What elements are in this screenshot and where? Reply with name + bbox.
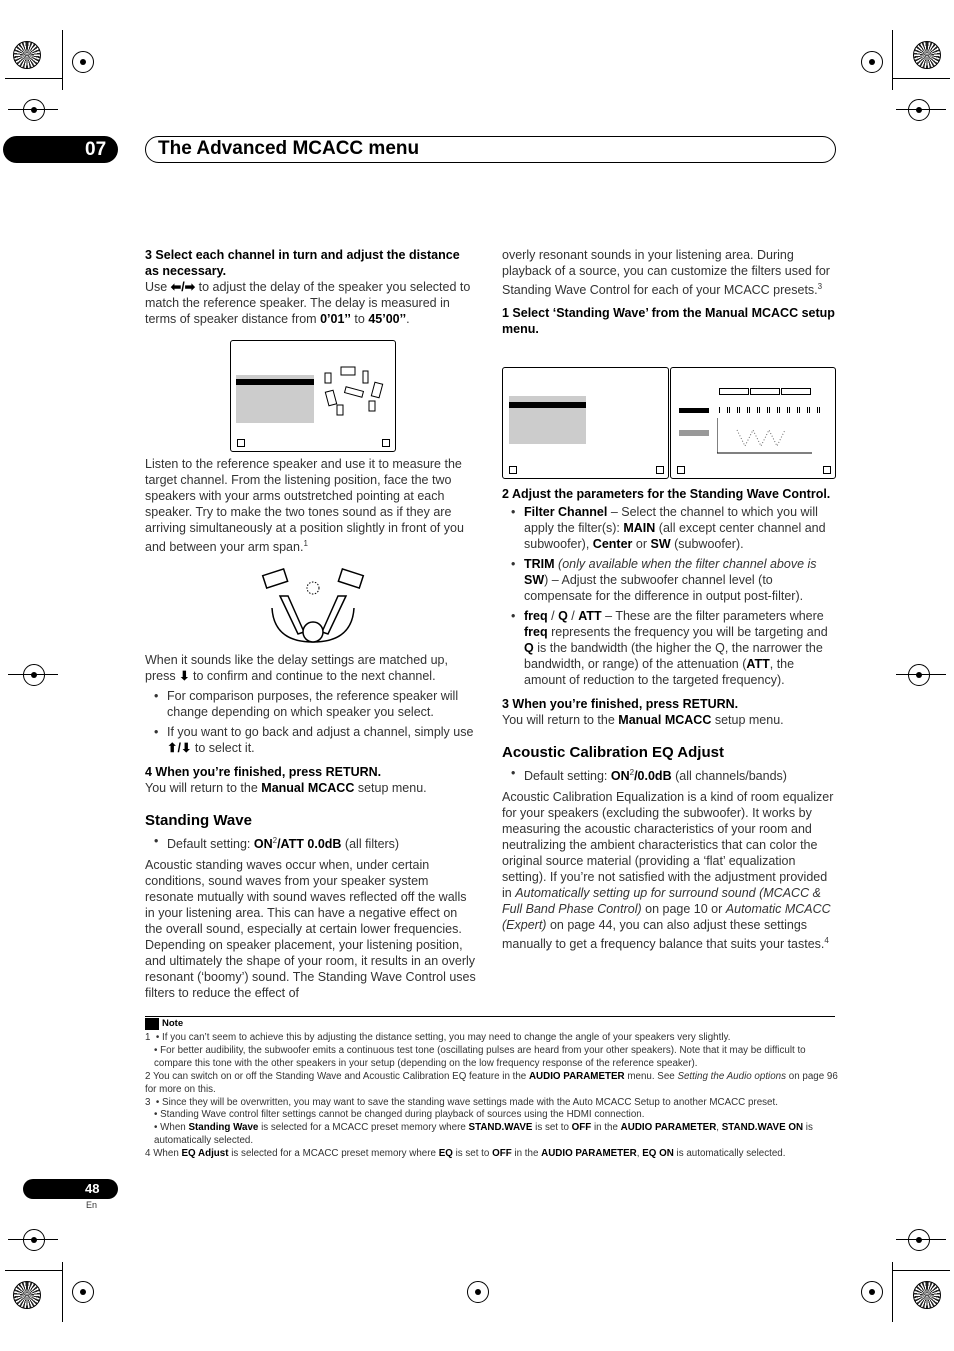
return-button-icon [677, 466, 685, 474]
enter-button-icon [823, 466, 831, 474]
chapter-title-bar [145, 136, 836, 163]
listener-arms-diagram [258, 566, 368, 648]
crosshair-target [23, 664, 45, 686]
crop-mark [5, 78, 63, 79]
crop-mark [8, 1239, 58, 1240]
language-label: En [86, 1200, 98, 1210]
bullet-item: • For comparison purposes, the reference speaker will change depending on which speaker you select. [145, 688, 477, 720]
crosshair-target [23, 99, 45, 121]
paragraph: Use ⬅/➡ to adjust the delay of the speaker you selected to match the reference speaker. The delay is measured in terms of speaker distance from 0’01’’ to 45’00’’. [145, 280, 471, 326]
paragraph: Listen to the reference speaker and use it to measure the target channel. From the listening position, face the two speakers with your arms outstretched pointing at each speaker. Try to make the two tones sound as if they are arriving simultaneously at a position slightly in front of you and between your arm span.$^1$ [145, 457, 464, 555]
eq-graph [717, 418, 812, 454]
param-box [781, 388, 811, 395]
step-heading: 3 When you’re finished, press RETURN. [502, 697, 739, 711]
osd-screen-standing-wave [670, 367, 836, 479]
crop-mark [896, 109, 946, 110]
note-item: • For better audibility, the subwoofer emits a continuous test tone (oscillating pulses are heard from your other speakers). Note that it may be difficult to compare this tone with the other speakers in your setup (depending on the low frequency response of the reference speaker). [154, 1044, 806, 1069]
screen-selected-row [236, 379, 314, 385]
screen-selected-row [679, 408, 709, 413]
bullet-item: • If you want to go back and adjust a channel, simply use ⬆/⬇ to select it. [145, 724, 477, 756]
paragraph: When it sounds like the delay settings are matched up, press ⬇ to confirm and continue to the next channel. [145, 653, 448, 683]
crop-mark [892, 1270, 950, 1271]
bullet-item: • Default setting: $ON^2/0.0dB$ (all channels/bands) [502, 765, 836, 784]
note-item: 4 When EQ Adjust is selected for a MCACC preset memory where EQ is set to OFF in the AUDIO PARAMETER, EQ ON is automatically selected. [145, 1148, 786, 1160]
note-icon [145, 1018, 159, 1030]
note-item: 1 • If you can’t seem to achieve this by adjusting the distance setting, you may need to change the angle of your speakers very slightly. [145, 1032, 731, 1043]
notes-divider [145, 1016, 835, 1017]
crosshair-target [467, 1281, 489, 1303]
step-heading: 1 Select ‘Standing Wave’ from the Manual MCACC setup menu. [502, 306, 835, 337]
crop-mark [892, 30, 893, 90]
crop-mark [5, 1270, 63, 1271]
crosshair-target [908, 1229, 930, 1251]
left-right-arrow-icon: ⬅/➡ [170, 280, 196, 294]
page-number-tab [23, 1179, 118, 1199]
crosshair-target [861, 51, 883, 73]
step-heading: 2 Adjust the parameters for the Standing Wave Control. [502, 487, 831, 501]
return-button-icon [509, 466, 517, 474]
crosshair-target [908, 664, 930, 686]
paragraph: You will return to the Manual MCACC setup menu. [145, 781, 427, 795]
crosshair-target [908, 99, 930, 121]
note-item: • When Standing Wave is selected for a MCACC preset memory where STAND.WAVE is set to OFF in the AUDIO PARAMETER, STAND.WAVE ON is automatically selected. [154, 1122, 813, 1147]
band-boxes [719, 407, 827, 413]
chapter-number-tab [3, 136, 118, 163]
paragraph: Acoustic standing waves occur when, under certain conditions, sound waves from your speaker system resonate mutually with sound waves reflected off the walls in your listening area. This can have a negative effect on the overall sound, especially at certain lower frequencies. Depending on speaker placement, your listening position, and ultimately the shape of your room, it results in an overly resonant (‘boomy’) sound. The Standing Wave Control uses filters to reduce the effect of [145, 858, 476, 1001]
param-box [719, 388, 749, 395]
page-number: 48 [85, 1181, 100, 1196]
left-column-lower [145, 652, 477, 1001]
up-down-arrow-icon: ⬆/⬇ [167, 741, 192, 755]
enter-button-icon [656, 466, 664, 474]
crop-mark [62, 30, 63, 90]
screen-selected-row [509, 402, 586, 408]
section-heading-standing-wave: Standing Wave [145, 812, 252, 829]
return-button-icon [237, 439, 245, 447]
notes-title: Note [162, 1018, 184, 1029]
bullet-item: • TRIM (only available when the filter channel above is SW) – Adjust the subwoofer channel level (to compensate for the difference in output post-filter). [502, 556, 836, 604]
registration-sun-top-left [13, 41, 41, 69]
crosshair-target [72, 51, 94, 73]
note-item: • Standing Wave control filter settings cannot be changed during playback of sources using the HDMI connection. [154, 1109, 645, 1121]
step-heading: 4 When you’re finished, press RETURN. [145, 765, 382, 779]
section-heading-eq-adjust: Acoustic Calibration EQ Adjust [502, 744, 724, 761]
bullet-item: • Default setting: $ON^2$/ATT 0.0dB (all filters) [145, 833, 477, 852]
right-column-lower [502, 486, 836, 952]
crosshair-target [861, 1281, 883, 1303]
screen-highlight-row [679, 430, 709, 436]
paragraph: You will return to the Manual MCACC setup menu. [502, 713, 784, 727]
enter-button-icon [382, 439, 390, 447]
crop-mark [896, 1239, 946, 1240]
crop-mark [8, 109, 58, 110]
registration-sun-bottom-right [913, 1281, 941, 1309]
step-heading: 3 Select each channel in turn and adjust the distance as necessary. [145, 248, 460, 278]
crosshair-target [72, 1281, 94, 1303]
bullet-item: • Filter Channel – Select the channel to which you will apply the filter(s): MAIN (all except center channel and subwoofer), Center or SW (subwoofer). [502, 504, 836, 552]
osd-screen-distance [230, 340, 396, 452]
osd-screen-manual-mcacc [502, 367, 669, 479]
crop-mark [896, 674, 946, 675]
paragraph: Acoustic Calibration Equalization is a kind of room equalizer for your speakers (excluding the subwoofer). It works by measuring the acoustic characteristics of your room and neutralizing the ambient characteristics that can color the original source material (providing a ‘flat’ equalization setting). If you’re not satisfied with the adjustment provided in Automatically setting up for surround sound (MCACC & Full Band Phase Control) on page 10 or Automatic MCACC (Expert) on page 44, you can also adjust these settings manually to get a frequency balance that suits your tastes.$^4$ [502, 790, 834, 952]
crosshair-target [23, 1229, 45, 1251]
paragraph: overly resonant sounds in your listening area. During playback of a source, you can customize the filters used for Standing Wave Control for each of your MCACC presets.$^3$ [502, 248, 830, 298]
note-item: 3 • Since they will be overwritten, you may want to save the standing wave settings made with the Auto MCACC Setup to another MCACC preset. [145, 1096, 778, 1108]
left-column [145, 247, 477, 327]
notes-block [145, 1032, 840, 1161]
registration-sun-top-right [913, 41, 941, 69]
crop-mark [892, 78, 950, 79]
registration-sun-bottom-left [13, 1281, 41, 1309]
note-item: 2 You can switch on or off the Standing Wave and Acoustic Calibration EQ feature in the AUDIO PARAMETER menu. See Setting the Audio options on page 96 for more on this. [145, 1070, 838, 1095]
crop-mark [62, 1262, 63, 1322]
speaker-layout-icon [323, 363, 385, 417]
chapter-number: 07 [85, 139, 107, 160]
chapter-title: The Advanced MCACC menu [158, 138, 420, 159]
left-column-cont [145, 456, 477, 555]
right-column [502, 247, 836, 337]
crop-mark [892, 1262, 893, 1322]
bullet-item: • freq / Q / ATT – These are the filter parameters where freq represents the frequency you will be targeting and Q is the bandwidth (the higher the Q, the narrower the bandwidth, or range) of the attenuation (ATT, the amount of reduction to the targeted frequency). [502, 608, 836, 688]
param-box [750, 388, 780, 395]
crop-mark [8, 674, 58, 675]
down-arrow-icon: ⬇ [179, 669, 190, 683]
